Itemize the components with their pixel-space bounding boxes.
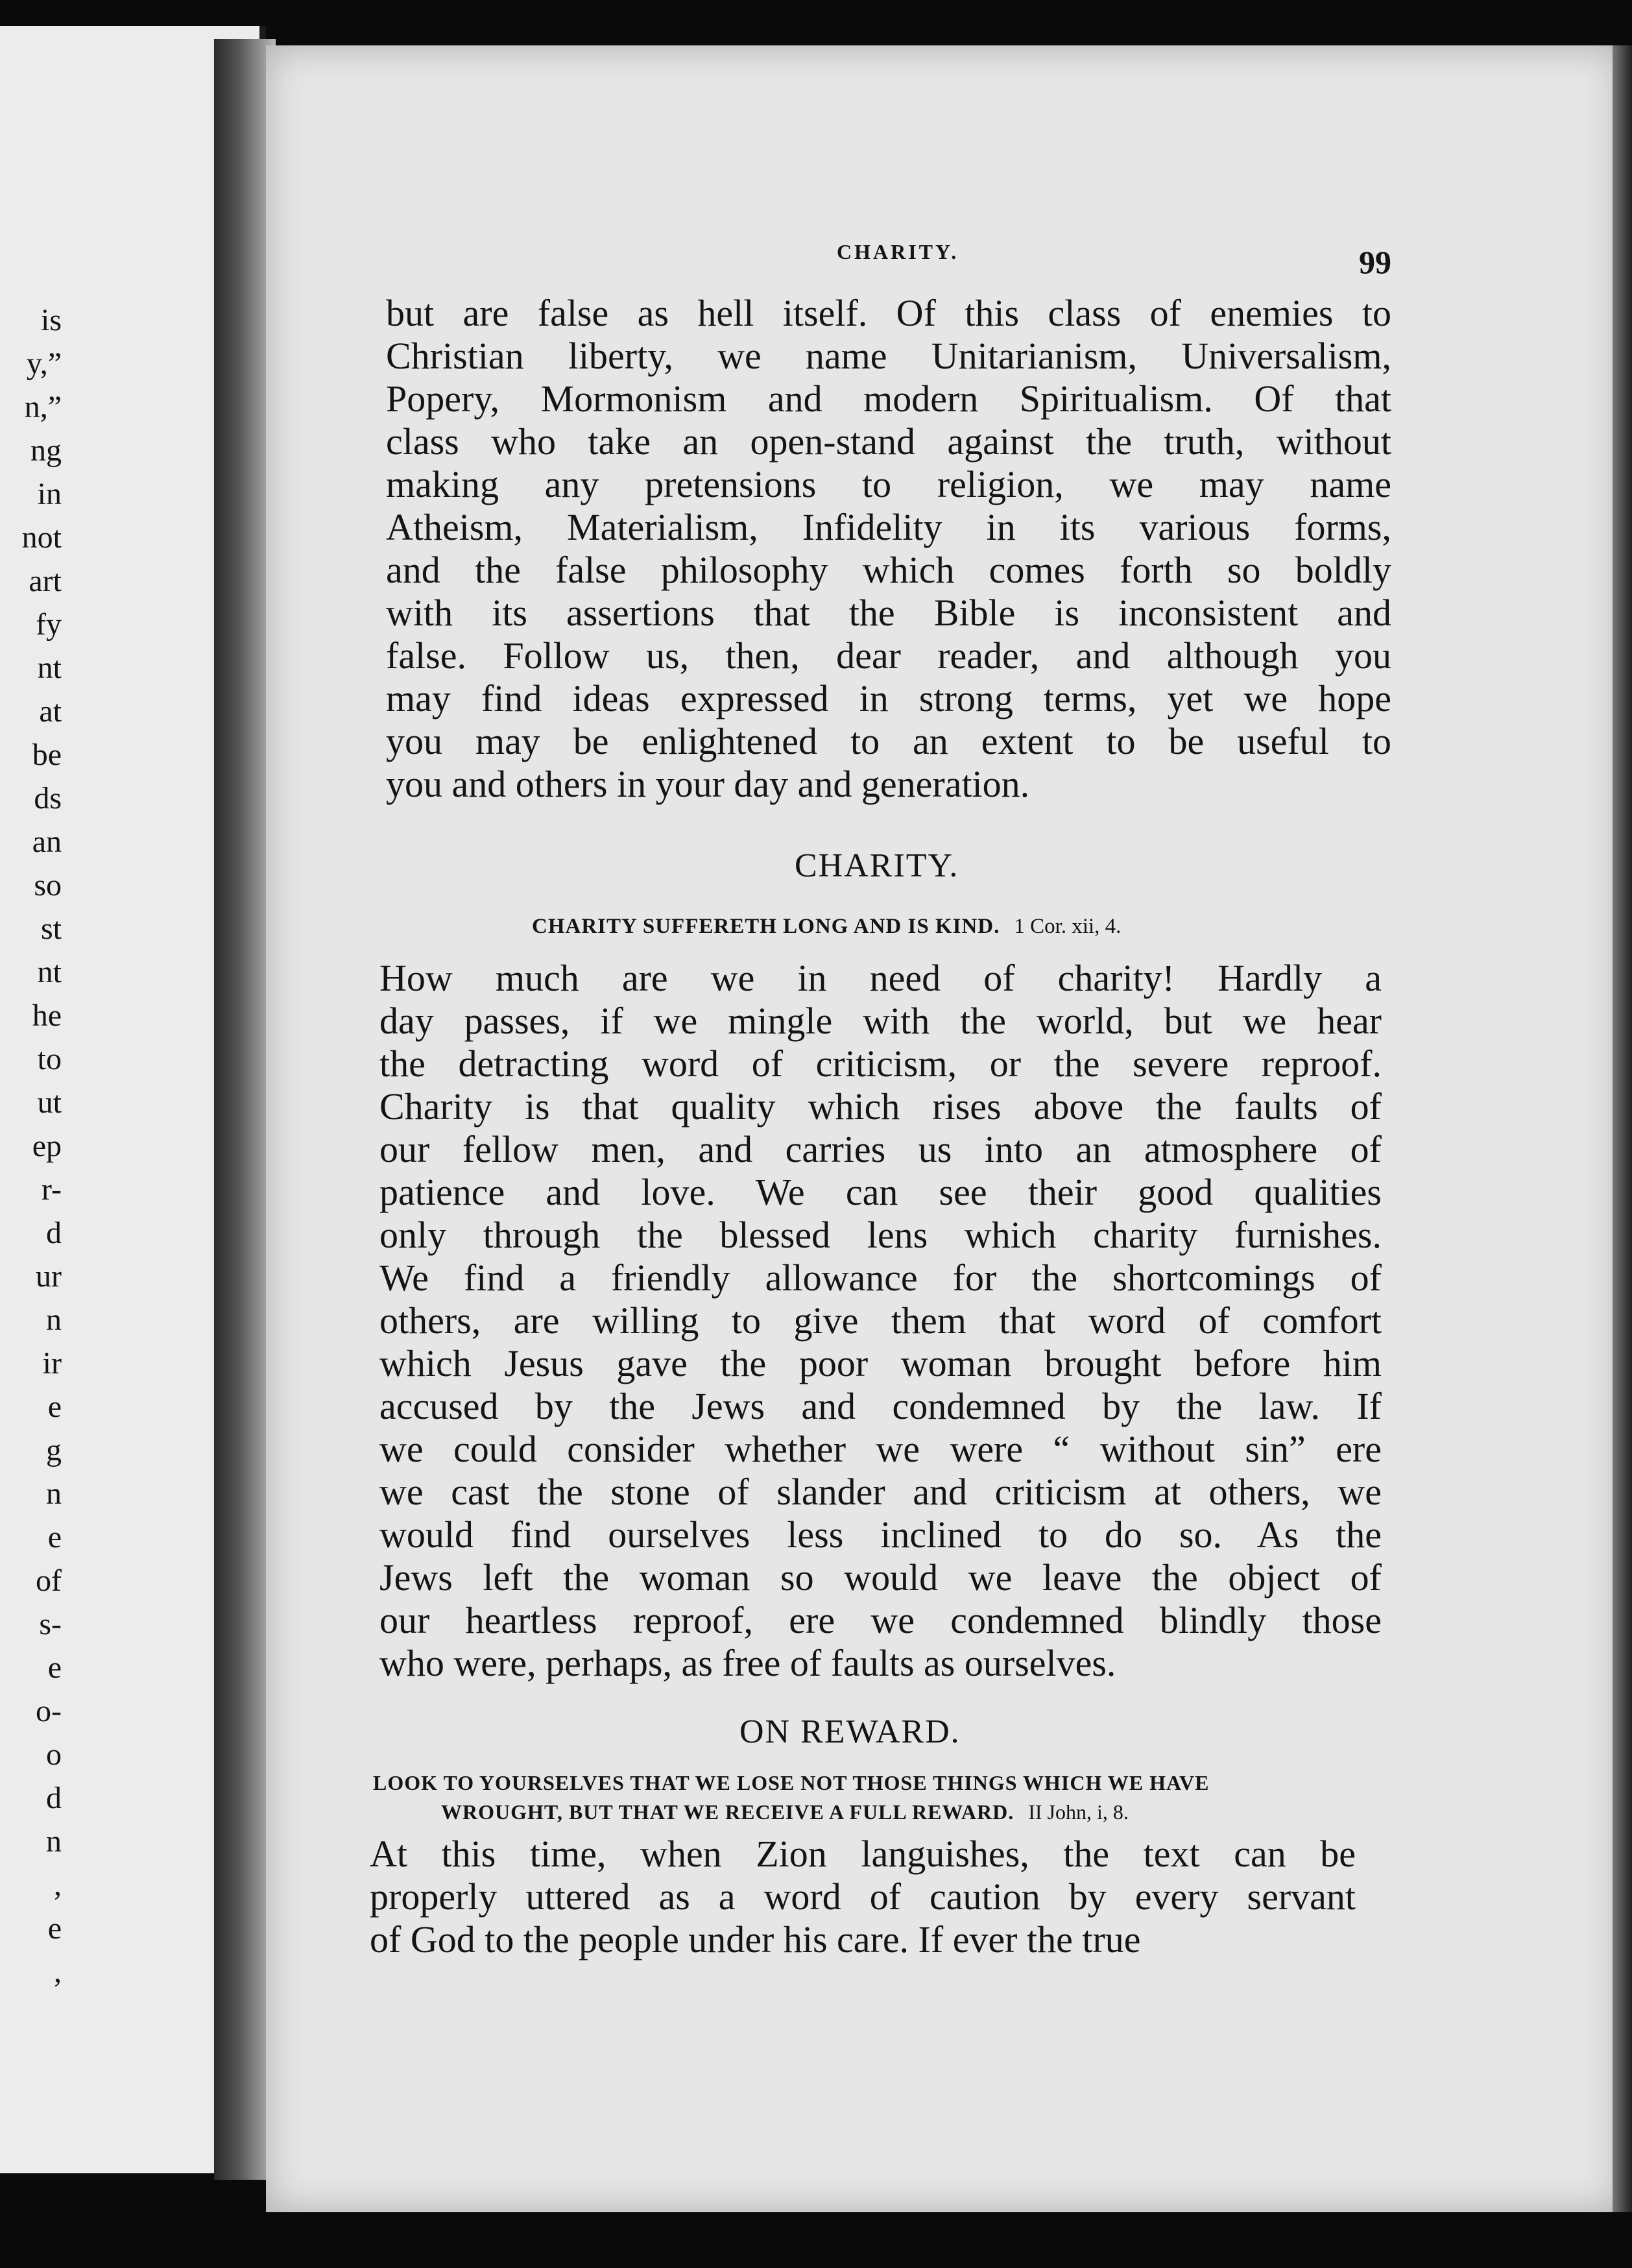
previous-page-fragment: y,”: [26, 346, 62, 381]
previous-page-fragment: so: [34, 868, 62, 902]
previous-page-fragment: d: [46, 1216, 62, 1250]
text-line: you may be enlightened to an extent to be useful to: [386, 720, 1391, 762]
text-line: patience and love. We can see their good qualities: [379, 1171, 1382, 1213]
page-edge: [1613, 45, 1632, 2212]
previous-page-fragment: ur: [36, 1259, 62, 1294]
previous-page-fragment: n: [46, 1824, 62, 1859]
text-line: How much are we in need of charity! Hardly a: [379, 957, 1382, 999]
charity-paragraph: [379, 957, 1382, 1685]
section-title-charity: CHARITY.: [795, 847, 959, 884]
text-line: the detracting word of criticism, or the severe reproof.: [379, 1043, 1382, 1085]
page-number: 99: [1359, 244, 1391, 280]
previous-page-fragment: an: [32, 825, 62, 859]
previous-page-fragment: nt: [37, 955, 62, 989]
previous-page-fragment: g: [46, 1433, 62, 1467]
text-line: false. Follow us, then, dear reader, and although you: [386, 634, 1391, 677]
previous-page-fragment: ng: [30, 433, 62, 468]
previous-page-fragment: to: [37, 1042, 62, 1076]
previous-page-fragment: nt: [37, 651, 62, 685]
previous-page-fragment: ut: [37, 1085, 62, 1120]
text-line: would find ourselves less inclined to do so. As the: [379, 1514, 1382, 1556]
text-line: may find ideas expressed in strong terms, yet we hope: [386, 677, 1391, 719]
epigraph-reference: 1 Cor. xii, 4.: [1014, 915, 1122, 938]
previous-page-fragment: fy: [36, 607, 62, 642]
previous-page-fragment: ep: [32, 1129, 62, 1163]
text-line: At this time, when Zion languishes, the text can be: [370, 1833, 1356, 1875]
previous-page-fragment: he: [32, 998, 62, 1033]
previous-page-fragment: not: [21, 520, 62, 555]
text-line: day passes, if we mingle with the world, but we hear: [379, 1000, 1382, 1042]
previous-page-fragment: e: [47, 1520, 62, 1554]
text-line: you and others in your day and generation.: [386, 763, 1030, 805]
epigraph-text: WROUGHT, BUT THAT WE RECEIVE A FULL REWARD.: [441, 1800, 1014, 1824]
text-line: we could consider whether we were “ without sin” ere: [379, 1428, 1382, 1470]
epigraph-charity: [532, 915, 1121, 939]
text-line: who were, perhaps, as free of faults as ourselves.: [379, 1642, 1116, 1684]
previous-page-fragment: n: [46, 1303, 62, 1337]
text-line: which Jesus gave the poor woman brought before him: [379, 1342, 1382, 1384]
text-line: accused by the Jews and condemned by the law. If: [379, 1385, 1382, 1427]
text-line: properly uttered as a word of caution by every servant: [370, 1876, 1356, 1918]
text-line: our heartless reproof, ere we condemned blindly those: [379, 1599, 1382, 1641]
text-line: only through the blessed lens which charity furnishes.: [379, 1214, 1382, 1256]
section-title-on-reward: ON REWARD.: [739, 1713, 961, 1750]
previous-page-fragment: in: [37, 477, 62, 511]
previous-page-fragment: o: [46, 1737, 62, 1772]
previous-page-fragment: art: [29, 564, 62, 598]
text-line: and the false philosophy which comes forth so boldly: [386, 549, 1391, 591]
previous-page-fragment: ,: [54, 1955, 62, 1989]
previous-page-fragment: is: [40, 303, 62, 337]
previous-page-fragment: ds: [34, 781, 62, 815]
text-line: class who take an open-stand against the truth, without: [386, 420, 1391, 463]
previous-page-fragment: e: [47, 1390, 62, 1424]
on-reward-paragraph: [370, 1833, 1356, 1961]
previous-page-fragment: s-: [39, 1607, 62, 1641]
previous-page-fragment: n: [46, 1477, 62, 1511]
intro-paragraph: [386, 292, 1391, 806]
text-line: Jews left the woman so would we leave the object of: [379, 1556, 1382, 1598]
text-line: Christian liberty, we name Unitarianism, Universalism,: [386, 335, 1391, 377]
previous-page-fragment: e: [47, 1650, 62, 1685]
running-head: CHARITY.: [837, 240, 959, 263]
epigraph-on-reward-line2: [441, 1800, 1129, 1824]
epigraph-reference: II John, i, 8.: [1028, 1800, 1129, 1824]
previous-page-fragment: at: [39, 694, 62, 729]
text-line: but are false as hell itself. Of this class of enemies to: [386, 292, 1391, 334]
epigraph-on-reward-line1: LOOK TO YOURSELVES THAT WE LOSE NOT THOSE THINGS WHICH WE HAVE: [373, 1771, 1210, 1794]
previous-page-fragment: n,”: [24, 390, 62, 424]
text-line: we cast the stone of slander and criticism at others, we: [379, 1471, 1382, 1513]
previous-page-fragment: of: [36, 1563, 62, 1598]
text-line: with its assertions that the Bible is inconsistent and: [386, 592, 1391, 634]
text-line: our fellow men, and carries us into an atmosphere of: [379, 1128, 1382, 1170]
previous-page-fragment: ,: [54, 1868, 62, 1902]
previous-page-fragment: e: [47, 1911, 62, 1946]
text-line: Atheism, Materialism, Infidelity in its various forms,: [386, 506, 1391, 548]
text-line: Popery, Mormonism and modern Spiritualism. Of that: [386, 378, 1391, 420]
text-line: of God to the people under his care. If ever the true: [370, 1918, 1141, 1960]
text-line: making any pretensions to religion, we may name: [386, 463, 1391, 505]
text-line: others, are willing to give them that word of comfort: [379, 1299, 1382, 1342]
previous-page-fragment: be: [32, 738, 62, 772]
previous-page-fragment: r-: [41, 1172, 62, 1207]
previous-page-fragment: o-: [36, 1694, 62, 1728]
text-line: Charity is that quality which rises above the faults of: [379, 1085, 1382, 1128]
text-line: We find a friendly allowance for the shortcomings of: [379, 1257, 1382, 1299]
previous-page-fragment: ir: [42, 1346, 62, 1381]
previous-page-text-fragments: [0, 298, 62, 1994]
previous-page-fragment: d: [46, 1781, 62, 1815]
previous-page-fragment: st: [40, 911, 62, 946]
epigraph-text: CHARITY SUFFERETH LONG AND IS KIND.: [532, 915, 1000, 938]
